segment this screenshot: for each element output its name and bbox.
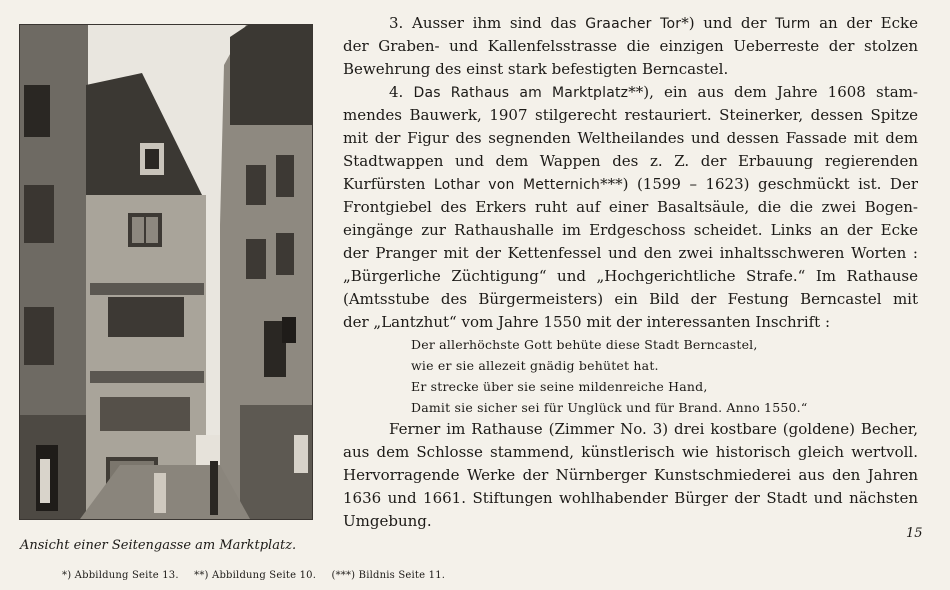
footnote-1: *) Abbildung Seite 13.: [62, 570, 179, 581]
text-line: Frontgiebel des Erkers ruht auf einer Basaltsäule, die die zwei Bogen-: [343, 198, 918, 216]
inscription-line: Damit sie sicher sei für Unglück und für Brand. Anno 1550.“: [411, 400, 808, 415]
person-name: Lothar von Metternich: [433, 177, 601, 193]
photo-caption: Ansicht einer Seitengasse am Marktplatz.: [20, 538, 297, 553]
text-line: der Pranger mit der Kettenfessel und den zwei inhaltsschweren Worten :: [343, 244, 918, 262]
inscription-line: wie er sie allezeit gnädig behütet hat.: [411, 358, 659, 373]
inscription-line: Er strecke über sie seine mildenreiche Hand,: [411, 379, 708, 394]
footnotes: [62, 570, 457, 581]
text-line: 1636 und 1661. Stiftungen wohlhabender Bürger der Stadt und nächsten: [343, 489, 918, 507]
text-line: der Graben- und Kallenfelsstrasse die einzigen Ueberreste der stolzen: [343, 37, 918, 55]
text-line: Umgebung.: [343, 512, 432, 530]
text-line: Ferner im Rathause (Zimmer No. 3) drei kostbare (goldene) Becher,: [389, 420, 918, 438]
page-number: 15: [906, 526, 923, 541]
body-text: [343, 12, 918, 533]
footnote-2: **) Abbildung Seite 10.: [194, 570, 317, 581]
text-line: „Bürgerliche Züchtigung“ und „Hochgerichtliche Strafe.“ Im Rathause: [343, 267, 918, 285]
place-name: Turm: [775, 16, 811, 32]
footnote-3: (***) Bildnis Seite 11.: [331, 570, 446, 581]
text-line: Bewehrung des einst stark befestigten Berncastel.: [343, 60, 729, 78]
place-name: Das Rathaus am Marktplatz: [413, 85, 629, 101]
inscription-line: Der allerhöchste Gott behüte diese Stadt Berncastel,: [411, 337, 758, 352]
text-line: der „Lantzhut“ vom Jahre 1550 mit der interessanten Inschrift :: [343, 313, 831, 331]
text-line: 3. Ausser ihm sind das Graacher Tor*) und der Turm an der Ecke: [389, 14, 918, 32]
text-line: 4. Das Rathaus am Marktplatz**), ein aus dem Jahre 1608 stam-: [389, 83, 918, 101]
text-line: Stadtwappen und dem Wappen des z. Z. der Erbauung regierenden: [343, 152, 918, 170]
street-photo: [19, 24, 313, 520]
text-line: eingänge zur Rathaushalle im Erdgeschoss scheidet. Links an der Ecke: [343, 221, 918, 239]
text-line: Hervorragende Werke der Nürnberger Kunstschmiederei aus den Jahren: [343, 466, 918, 484]
text-line: aus dem Schlosse stammend, künstlerisch wie historisch gleich wertvoll.: [343, 443, 918, 461]
text-line: (Amtsstube des Bürgermeisters) ein Bild der Festung Berncastel mit: [343, 290, 918, 308]
text-line: mit der Figur des segnenden Weltheilandes und dessen Fassade mit dem: [343, 129, 918, 147]
text-line: mendes Bauwerk, 1907 stilgerecht restauriert. Steinerker, dessen Spitze: [343, 106, 918, 124]
text-line: Kurfürsten Lothar von Metternich***) (1599 – 1623) geschmückt ist. Der: [343, 175, 918, 193]
place-name: Graacher Tor: [585, 16, 682, 32]
